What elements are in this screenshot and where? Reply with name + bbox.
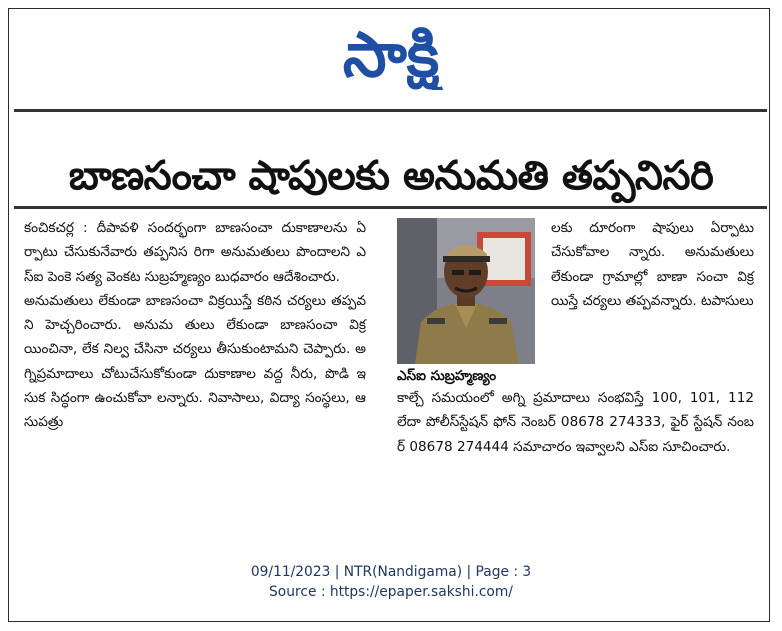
footer-source: Source : https://epaper.sakshi.com/ <box>269 584 513 600</box>
article-paragraph-4: కాల్చే సమయంలో అగ్ని ప్రమాదాలు సంభవిస్తే 100, 101, 112 లేదా పోలీస్‌స్టేషన్ ఫోన్ నెంబర్ 08678 274333, ఫైర్ స్టేషన్ నంబర్ 08678 274444 సమాచారం ఇవ్వాలని ఎస్ఐ సూచించారు. <box>397 390 754 455</box>
officer-photo <box>397 218 535 364</box>
article-paragraph-2: అనుమతులు లేకుండా బాణసంచా విక్రయిస్తే కఠిన చర్యలు తప్పవని హెచ్చరించారు. అనుమ తులు లేకుండా బాణసంచా విక్రయించినా, లేక నిల్వ చేసినా చర్యలు తీసుకుంటామని చెప్పారు. అగ్నిప్రమాదాలు చోటుచేసుకోకుండా దుకాణాల వద్ద నీరు, పొడి ఇసుక సిద్ధంగా ఉంచుకోవా లన్నారు. నివాసాలు, విద్యా సంస్థలు, ఆసుపత్రు <box>24 292 366 431</box>
headline-rule <box>14 206 767 209</box>
top-rule <box>14 109 767 112</box>
logo-text: సాక్షి <box>342 18 440 90</box>
article-column-3-bottom <box>397 386 754 459</box>
article-headline: బాణసంచా షాపులకు అనుమతి తప్పనిసరి <box>68 153 714 199</box>
article-column-1 <box>24 216 366 435</box>
photo-caption: ఎస్ఐ సుబ్రహ్మణ్యం <box>397 368 497 384</box>
article-paragraph-3: లకు దూరంగా షాపులు ఏర్పాటు చేసుకోవాల న్నారు. అనుమతులు లేకుండా గ్రామాల్లో బాణా సంచా విక్రయిస్తే చర్యలు తప్పవన్నారు. టపాసులు <box>551 220 754 309</box>
article-column-3-top <box>551 216 754 313</box>
sakshi-logo <box>290 16 492 90</box>
article-paragraph-1: కంచికచర్ల : దీపావళి సందర్భంగా బాణసంచా దుకాణాలను ఏర్పాటు చేసుకునేవారు తప్పనిస రిగా అనుమతులు పొందాలని ఎస్ఐ పెంకె సత్య వెంకట సుబ్రహ్మణ్యం బుధవారం ఆదేశించారు. <box>24 220 366 285</box>
footer-date-edition: 09/11/2023 | NTR(Nandigama) | Page : 3 <box>250 564 532 580</box>
